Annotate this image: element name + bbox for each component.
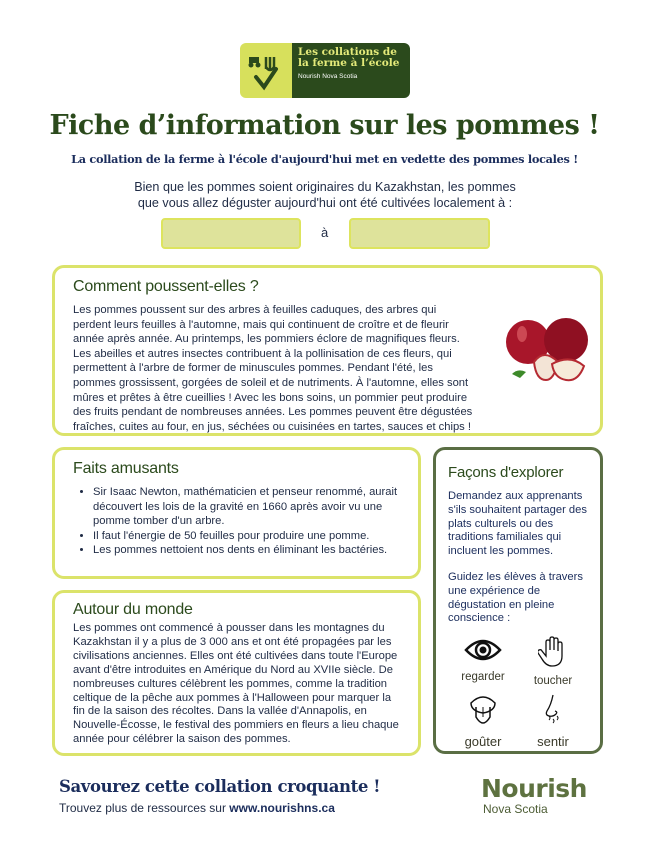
farm-name-field[interactable] — [161, 218, 301, 249]
intro-line: que vous allez déguster aujourd'hui ont été cultivées localement à : — [137, 196, 513, 210]
hand-icon — [538, 636, 568, 668]
section-text: Guidez les élèves à travers une expérience de dégustation en pleine conscience : — [448, 570, 583, 625]
brand-name: Nourish — [481, 774, 587, 803]
fact-item: • Les pommes nettoient nos dents en éliminant les bactéries. — [93, 543, 400, 558]
brand-sub: Nova Scotia — [483, 802, 548, 816]
apples-image — [504, 312, 592, 397]
eye-icon — [464, 636, 502, 664]
section-heading: Autour du monde — [73, 601, 193, 618]
section-text: Les pommes ont commencé à pousser dans les montagnes du Kazakhstan il y a plus de 3 000 ans et ont été propagées par les civilisations anciennes. Elles ont été cultivées dans toute l'Europe avant d'être introduites en Amérique du Nord au XVIIe siècle. De nombreuses cultures célèbrent les pommes, comme la tradition celtique de la pêche aux pommes à l'Halloween pour marquer la fin de la saison des récoltes. Dans la vallée d'Annapolis, en Nouvelle-Écosse, le festival des pommiers en fleurs a lieu chaque année pour célébrer la saison des pommes. — [73, 622, 399, 746]
sense-label: sentir — [537, 734, 569, 750]
nose-icon — [541, 693, 565, 727]
intro-line: Bien que les pommes soient originaires du Kazakhstan, les pommes — [134, 180, 516, 194]
section-text: Demandez aux apprenants s'ils souhaitent partager des plats culturels ou des traditions familiales qui incluent les pommes. — [448, 490, 587, 558]
sense-label: toucher — [533, 675, 573, 688]
ways-to-explore-section — [433, 447, 603, 754]
sense-touch — [518, 636, 588, 687]
program-logo — [240, 43, 410, 98]
logo-title: Les collations de la ferme à l’école — [298, 46, 400, 69]
section-heading: Faits amusants — [73, 460, 179, 477]
website-link[interactable]: www.nourishns.ca — [229, 801, 335, 815]
page-title: Fiche d’information sur les pommes ! — [49, 110, 600, 141]
footer-resources — [59, 801, 335, 815]
footer-headline: Savourez cette collation croquante ! — [59, 777, 381, 796]
fact-item: • Sir Isaac Newton, mathématicien et penseur renommé, aurait découvert les lois de la gravité en 1660 après avoir vu une pomme tomber d'un arbre. — [93, 485, 400, 529]
section-heading: Façons d'explorer — [448, 464, 564, 481]
location-field[interactable] — [349, 218, 490, 249]
sense-smell — [518, 693, 588, 749]
connector-text: à — [321, 225, 329, 240]
page-subtitle: La collation de la ferme à l'école d'aujourd'hui met en vedette des pommes locales ! — [71, 152, 578, 166]
sense-label: goûter — [464, 734, 502, 750]
sense-taste — [448, 693, 518, 749]
intro-text — [100, 179, 550, 211]
fun-facts-section — [52, 447, 421, 579]
resources-text: Trouvez plus de ressources sur — [59, 801, 230, 815]
nourish-logo — [481, 776, 587, 816]
section-heading: Comment poussent-elles ? — [73, 278, 259, 295]
sense-label: regarder — [461, 671, 505, 684]
fact-item: • Il faut l'énergie de 50 feuilles pour produire une pomme. — [93, 529, 400, 544]
section-text: Les pommes poussent sur des arbres à feuilles caduques, des arbres qui perdent leurs feuilles à l'automne, mais qui continuent de croître et de fleurir année après année. Au printemps, les pommiers éclore de magnifiques fleurs. Les abeilles et autres insectes contribuent à la pollinisation de ces fleurs, qui permettent à l'arbre de former de minuscules pommes. Pendant l'été, les pommes grossissent, gorgées de soleil et de nutriments. À l'automne, elles sont mûres et prêtes à être cueillies ! Avec les bons soins, un pommier peut produire des fruits pendant de nombreuses années. Les pommes peuvent être dégustées fraîches, cuites au four, en jus, séchées ou cuisinées en tartes, sauces et chips ! — [73, 304, 473, 433]
sense-look — [448, 636, 518, 687]
fork-tractor-icon — [240, 43, 292, 98]
logo-org: Nourish Nova Scotia — [298, 73, 358, 80]
mouth-icon — [468, 693, 498, 727]
around-the-world-section — [52, 590, 421, 756]
how-they-grow-section — [52, 265, 603, 436]
